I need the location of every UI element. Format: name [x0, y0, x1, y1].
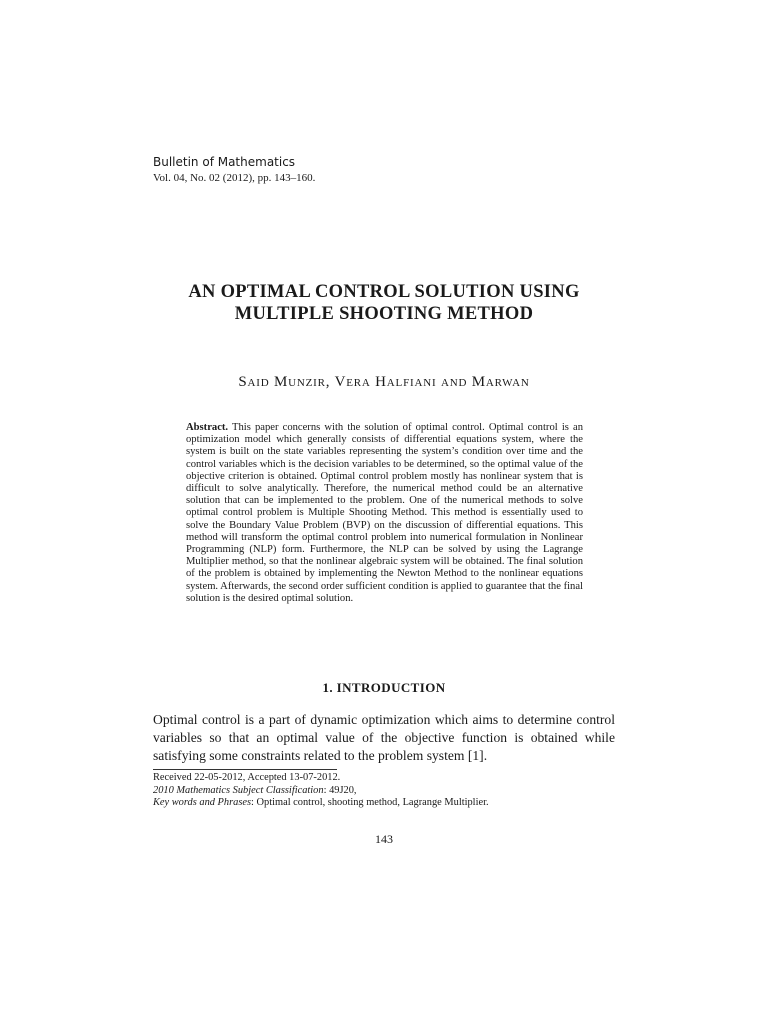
- footnote-keywords-value: : Optimal control, shooting method, Lagrange Multiplier.: [251, 797, 489, 809]
- footnote-divider: [153, 769, 337, 770]
- journal-volume-info: Vol. 04, No. 02 (2012), pp. 143–160.: [153, 172, 316, 184]
- abstract-label: Abstract.: [186, 422, 229, 433]
- page-number: 143: [375, 832, 393, 846]
- footnote-keywords: [153, 797, 623, 810]
- paper-title: [120, 281, 648, 325]
- footnote-msc-label: 2010 Mathematics Subject Classification: [153, 784, 324, 796]
- footnote-msc: [153, 785, 623, 798]
- footnotes: [153, 772, 623, 810]
- footnote-received: Received 22-05-2012, Accepted 13-07-2012.: [153, 772, 341, 783]
- introduction-paragraph: Optimal control is a part of dynamic optimization which aims to determine control variables so that an optimal value of the objective function is obtained while satisfying some constraints related to the problem system [1].: [153, 712, 615, 763]
- abstract: [186, 422, 583, 605]
- journal-name: Bulletin of Mathematics: [153, 155, 296, 169]
- footnote-msc-value: : 49J20,: [323, 784, 357, 796]
- section-heading-introduction: 1. INTRODUCTION: [322, 680, 446, 695]
- paper-title-line-2: MULTIPLE SHOOTING METHOD: [234, 304, 534, 324]
- paper-authors: Said Munzir, Vera Halfiani and Marwan: [238, 374, 530, 390]
- paper-title-line-1: AN OPTIMAL CONTROL SOLUTION USING: [188, 282, 580, 302]
- footnote-keywords-label: Key words and Phrases: [153, 797, 252, 809]
- abstract-text: This paper concerns with the solution of optimal control. Optimal control is an optimization model which generally consists of differential equations system, where the system is built on the state variables representing the system’s condition over time and the control variables which is the decision variables to be determined, so the optimal value of the objective criterion is obtained. Optimal control problem mostly has nonlinear system that is difficult to solve analytically. Therefore, the numerical method could be an alternative solution that can be implemented to the problem. One of the numerical methods to solve optimal control problem is Multiple Shooting Method. This method is essentially used to solve the Boundary Value Problem (BVP) on the discussion of differential equations. This method will transform the optimal control problem into numerical formulation in Nonlinear Programming (NLP) form. Furthermore, the NLP can be solved by using the Lagrange Multiplier method, so that the nonlinear algebraic system will be obtained. The final solution of the problem is obtained by implementing the Newton Method to the nonlinear equations system. Afterwards, the second order sufficient condition is applied to guarantee that the final solution is the desired optimal solution.: [186, 422, 583, 604]
